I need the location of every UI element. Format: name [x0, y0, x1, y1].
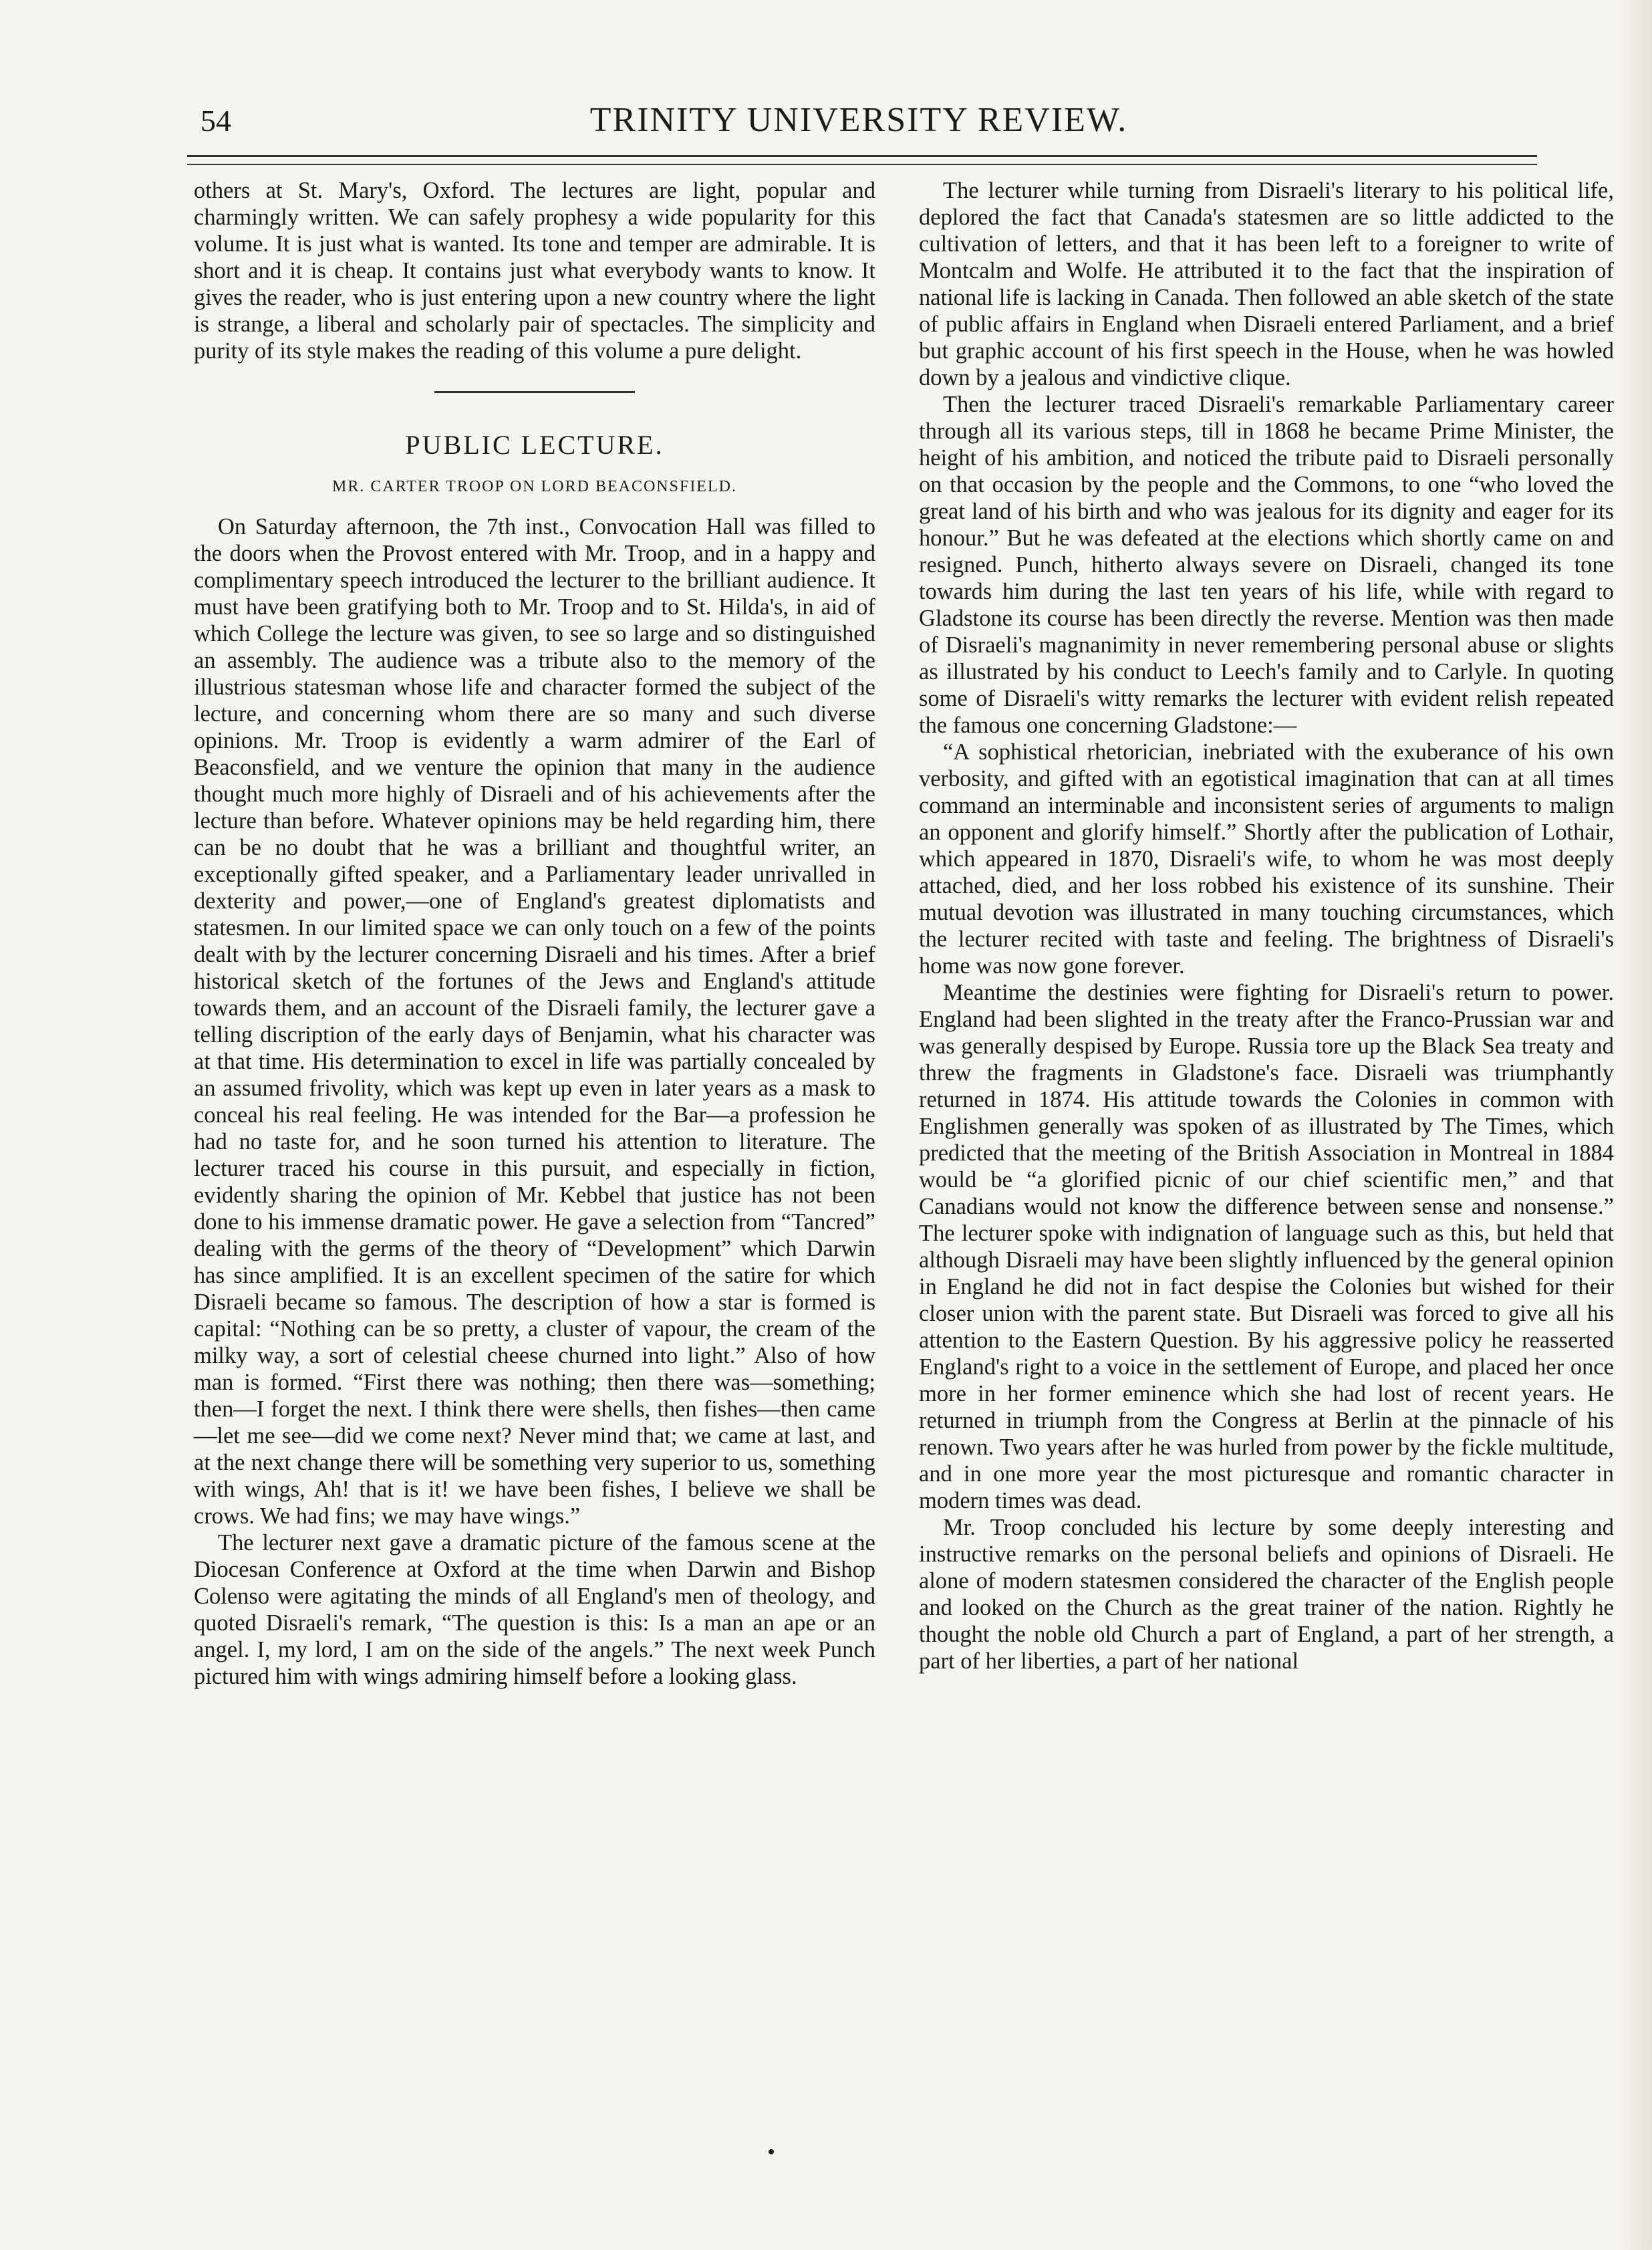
left-column: [194, 177, 875, 1690]
page-header: [194, 100, 1524, 147]
article-paragraph: The lecturer while turning from Disraeli's literary to his political life, deplored the fact that Canada's statesmen are so little addicted to the cultivation of letters, and that it has been left to a foreigner to write of Montcalm and Wolfe. He attributed it to the fact that the inspiration of national life is lacking in Canada. Then followed an able sketch of the state of public affairs in England when Disraeli entered Parliament, and a brief but graphic account of his first speech in the House, when he was howled down by a jealous and vindictive clique.: [919, 178, 1614, 390]
header-rule-top: [187, 155, 1537, 157]
journal-title: TRINITY UNIVERSITY REVIEW.: [589, 101, 1128, 139]
article-paragraph: Meantime the destinies were fighting for Disraeli's return to power. England had been slighted in the treaty after the Franco-Prussian war and was generally despised by Europe. Russia tore up the Black Sea treaty and threw the fragments in Gladstone's face. Disraeli was triumphantly returned in 1874. His attitude towards the Colonies in common with Englishmen generally was spoken of as illustrated by The Times, which predicted that the meeting of the British Association in Montreal in 1884 would be “a glorified picnic of our chief scientific men,” and that Canadians would not know the difference between sense and nonsense.” The lecturer spoke with indignation of language such as this, but held that although Disraeli may have been slightly influenced by the general opinion in England he did not in fact despise the Colonies but wished for their closer union with the parent state. But Disraeli was forced to give all his attention to the Eastern Question. By his aggressive policy he reasserted England's right to a voice in the settlement of Europe, and placed her once more in her former eminence which she had lost of recent years. He returned in triumph from the Congress at Berlin at the pinnacle of his renown. Two years after he was hurled from power by the fickle multitude, and in one more year the most picturesque and romantic character in modern times was dead.: [919, 980, 1614, 1513]
section-divider: [434, 391, 635, 393]
header-rule-bottom: [187, 164, 1537, 165]
page-number: 54: [200, 104, 231, 138]
article-paragraph: Mr. Troop concluded his lecture by some deeply interesting and instructive remarks on the personal beliefs and opinions of Disraeli. He alone of modern statesmen considered the character of the English people and looked on the Church as the great trainer of the nation. Rightly he thought the noble old Church a part of England, a part of her strength, a part of her liberties, a part of her national: [919, 1515, 1614, 1674]
section-heading: PUBLIC LECTURE.: [405, 430, 664, 460]
review-conclusion-paragraph: others at St. Mary's, Oxford. The lectures are light, popular and charmingly written. We can safely prophesy a wide popularity for this volume. It is just what is wanted. Its tone and temper are admirable. It is short and it is cheap. It contains just what everybody wants to know. It gives the reader, who is just entering upon a new country where the light is strange, a liberal and scholarly pair of spectacles. The simplicity and purity of its style makes the reading of this volume a pure delight.: [194, 178, 875, 364]
right-column: [919, 177, 1614, 1674]
section-subheading: MR. CARTER TROOP ON LORD BEACONSFIELD.: [332, 478, 737, 495]
article-paragraph: On Saturday afternoon, the 7th inst., Convocation Hall was filled to the doors when the Provost entered with Mr. Troop, and in a happy and complimentary speech introduced the lecturer to the brilliant audience. It must have been gratifying both to Mr. Troop and to St. Hilda's, in aid of which College the lecture was given, to see so large and so distinguished an assembly. The audience was a tribute also to the memory of the illustrious statesman whose life and character formed the subject of the lecture, and concerning whom there are so many and such diverse opinions. Mr. Troop is evidently a warm admirer of the Earl of Beaconsfield, and we venture the opinion that many in the audience thought much more highly of Disraeli and of his achievements after the lecture than before. Whatever opinions may be held regarding him, there can be no doubt that he was a brilliant and thoughtful writer, an exceptionally gifted speaker, and a Parliamentary leader unrivalled in dexterity and power,—one of England's greatest diplomatists and statesmen. In our limited space we can only touch on a few of the points dealt with by the lecturer concerning Disraeli and his times. After a brief historical sketch of the fortunes of the Jews and England's attitude towards them, and an account of the Disraeli family, the lecturer gave a telling discription of the early days of Benjamin, what his character was at that time. His determination to excel in life was partially concealed by an assumed frivolity, which was kept up even in later years as a mask to conceal his real feeling. He was intended for the Bar—a profession he had no taste for, and he soon turned his attention to literature. The lecturer traced his course in this pursuit, and especially in fiction, evidently sharing the opinion of Mr. Kebbel that justice has not been done to his immense dramatic power. He gave a selection from “Tancred” dealing with the germs of the theory of “Development” which Darwin has since amplified. It is an excellent specimen of the satire for which Disraeli became so famous. The description of how a star is formed is capital: “Nothing can be so pretty, a cluster of vapour, the cream of the milky way, a sort of celestial cheese churned into light.” Also of how man is formed. “First there was nothing; then there was—something; then—I forget the next. I think there were shells, then fishes—then came—let me see—did we come next? Never mind that; we came at last, and at the next change there will be something very superior to us, something with wings, Ah! that is it! we have been fishes, I believe we shall be crows. We had fins; we may have wings.”: [194, 514, 875, 1529]
ink-dot: [769, 2149, 774, 2154]
article-paragraph: The lecturer next gave a dramatic picture of the famous scene at the Diocesan Conference at Oxford at the time when Darwin and Bishop Colenso were agitating the minds of all England's men of theology, and quoted Disraeli's remark, “The question is this: Is a man an ape or an angel. I, my lord, I am on the side of the angels.” The next week Punch pictured him with wings admiring himself before a looking glass.: [194, 1530, 875, 1689]
article-paragraph: Then the lecturer traced Disraeli's remarkable Parliamentary career through all its various steps, till in 1868 he became Prime Minister, the height of his ambition, and noticed the tribute paid to Disraeli personally on that occasion by the people and the Commons, to one “who loved the great land of his birth and who was jealous for its dignity and eager for its honour.” But he was defeated at the elections which shortly came on and resigned. Punch, hitherto always severe on Disraeli, changed its tone towards him during the last ten years of his life, while with regard to Gladstone its course has been directly the reverse. Mention was then made of Disraeli's magnanimity in never remembering personal abuse or slights as illustrated by his conduct to Leech's family and to Carlyle. In quoting some of Disraeli's witty remarks the lecturer with evident relish repeated the famous one concerning Gladstone:—: [919, 392, 1614, 738]
page-edge-shadow: [1617, 0, 1652, 2250]
article-paragraph: “A sophistical rhetorician, inebriated with the exuberance of his own verbosity, and gifted with an egotistical imagination that can at all times command an interminable and inconsistent series of arguments to malign an opponent and glorify himself.” Shortly after the publication of Lothair, which appeared in 1870, Disraeli's wife, to whom he was most deeply attached, died, and her loss robbed his existence of its sunshine. Their mutual devotion was illustrated in many touching circumstances, which the lecturer recited with taste and feeling. The brightness of Disraeli's home was now gone forever.: [919, 739, 1614, 979]
